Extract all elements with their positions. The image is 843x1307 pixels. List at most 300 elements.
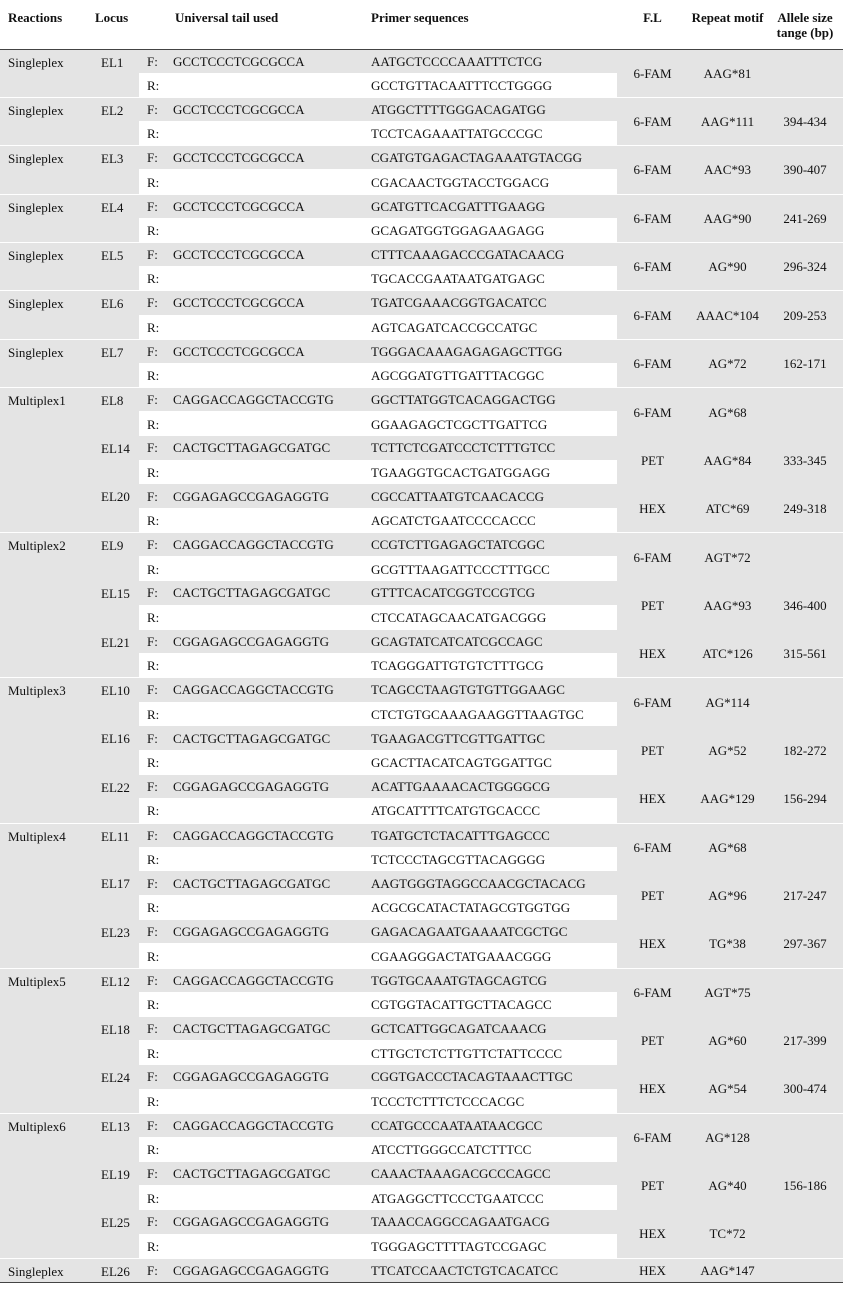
tail-cell-empty [167, 509, 367, 533]
motif-cell: AAG*93 [688, 581, 767, 629]
strand-label-r: R: [139, 460, 167, 484]
fl-cell: HEX [617, 775, 688, 823]
tail-cell: CAGGACCAGGCTACCGTG [167, 1113, 367, 1137]
tail-cell: CGGAGAGCCGAGAGGTG [167, 1065, 367, 1089]
fl-cell: PET [617, 1162, 688, 1210]
strand-label-f: F: [139, 484, 167, 508]
fl-cell: 6-FAM [617, 533, 688, 581]
forward-primer: GTTTCACATCGGTCCGTCG [367, 581, 617, 605]
strand-label-f: F: [139, 1065, 167, 1089]
strand-label-r: R: [139, 1089, 167, 1113]
strand-label-f: F: [139, 968, 167, 992]
table-row [0, 49, 843, 73]
tail-cell-empty [167, 992, 367, 1016]
locus-cell: EL13 [87, 1113, 139, 1161]
fl-cell: HEX [617, 920, 688, 968]
table-row [0, 1065, 843, 1089]
motif-cell: AAAC*104 [688, 291, 767, 339]
forward-primer: GCTCATTGGCAGATCAAACG [367, 1017, 617, 1041]
locus-cell: EL10 [87, 678, 139, 726]
table-row [0, 339, 843, 363]
fl-cell: PET [617, 436, 688, 484]
size-cell: 315-561 [767, 630, 843, 678]
size-cell [767, 1113, 843, 1161]
size-cell: 249-318 [767, 484, 843, 532]
strand-label-f: F: [139, 97, 167, 121]
reverse-primer: GCAGATGGTGGAGAAGAGG [367, 218, 617, 242]
tail-cell-empty [167, 1089, 367, 1113]
fl-cell: 6-FAM [617, 388, 688, 436]
tail-cell-empty [167, 896, 367, 920]
fl-cell: 6-FAM [617, 97, 688, 145]
size-cell: 156-294 [767, 775, 843, 823]
reaction-cell: Singleplex [0, 243, 87, 291]
size-cell [767, 1258, 843, 1282]
tail-cell: GCCTCCCTCGCGCCA [167, 97, 367, 121]
motif-cell: AAG*90 [688, 194, 767, 242]
reverse-primer: AGCATCTGAATCCCCACCC [367, 509, 617, 533]
tail-cell: GCCTCCCTCGCGCCA [167, 291, 367, 315]
strand-label-r: R: [139, 992, 167, 1016]
fl-cell: 6-FAM [617, 678, 688, 726]
strand-label-f: F: [139, 823, 167, 847]
reverse-primer: TGCACCGAATAATGATGAGC [367, 267, 617, 291]
tail-cell: CGGAGAGCCGAGAGGTG [167, 775, 367, 799]
table-row [0, 1210, 843, 1234]
table-row [0, 388, 843, 412]
forward-primer: CTTTCAAAGACCCGATACAACG [367, 243, 617, 267]
table-row [0, 1113, 843, 1137]
locus-cell: EL2 [87, 97, 139, 145]
strand-label-f: F: [139, 146, 167, 170]
header-size: Allele size tange (bp) [767, 0, 843, 49]
forward-primer: GGCTTATGGTCACAGGACTGG [367, 388, 617, 412]
strand-label-f: F: [139, 49, 167, 73]
reverse-primer: GGAAGAGCTCGCTTGATTCG [367, 412, 617, 436]
fl-cell: HEX [617, 484, 688, 532]
strand-label-f: F: [139, 1258, 167, 1282]
strand-label-r: R: [139, 847, 167, 871]
tail-cell: CACTGCTTAGAGCGATGC [167, 1017, 367, 1041]
forward-primer: TCAGCCTAAGTGTGTTGGAAGC [367, 678, 617, 702]
locus-cell: EL25 [87, 1210, 139, 1258]
forward-primer: CAAACTAAAGACGCCCAGCC [367, 1162, 617, 1186]
table-row [0, 1258, 843, 1282]
strand-label-r: R: [139, 363, 167, 387]
reverse-primer: AGCGGATGTTGATTTACGGC [367, 363, 617, 387]
reaction-cell: Singleplex [0, 291, 87, 339]
size-cell: 394-434 [767, 97, 843, 145]
locus-cell: EL15 [87, 581, 139, 629]
tail-cell: CACTGCTTAGAGCGATGC [167, 436, 367, 460]
fl-cell: 6-FAM [617, 49, 688, 97]
size-cell: 162-171 [767, 339, 843, 387]
strand-label-f: F: [139, 339, 167, 363]
size-cell [767, 49, 843, 97]
reaction-cell: Multiplex2 [0, 533, 87, 678]
forward-primer: CCATGCCCAATAATAACGCC [367, 1113, 617, 1137]
forward-primer: ACATTGAAAACACTGGGGCG [367, 775, 617, 799]
strand-label-f: F: [139, 630, 167, 654]
strand-label-f: F: [139, 291, 167, 315]
motif-cell: AG*60 [688, 1017, 767, 1065]
locus-cell: EL7 [87, 339, 139, 387]
locus-cell: EL17 [87, 871, 139, 919]
tail-cell: CGGAGAGCCGAGAGGTG [167, 630, 367, 654]
tail-cell: GCCTCCCTCGCGCCA [167, 194, 367, 218]
table-row [0, 775, 843, 799]
strand-label-f: F: [139, 1210, 167, 1234]
size-cell: 333-345 [767, 436, 843, 484]
motif-cell: AG*54 [688, 1065, 767, 1113]
strand-label-r: R: [139, 267, 167, 291]
strand-label-r: R: [139, 605, 167, 629]
motif-cell: AAG*84 [688, 436, 767, 484]
forward-primer: TCTTCTCGATCCCTCTTTGTCC [367, 436, 617, 460]
tail-cell-empty [167, 267, 367, 291]
tail-cell-empty [167, 1234, 367, 1258]
table-row [0, 726, 843, 750]
tail-cell: GCCTCCCTCGCGCCA [167, 146, 367, 170]
locus-cell: EL11 [87, 823, 139, 871]
size-cell [767, 1210, 843, 1258]
size-cell: 156-186 [767, 1162, 843, 1210]
tail-cell: CACTGCTTAGAGCGATGC [167, 581, 367, 605]
locus-cell: EL20 [87, 484, 139, 532]
reverse-primer: CTCTGTGCAAAGAAGGTTAAGTGC [367, 702, 617, 726]
size-cell [767, 823, 843, 871]
reverse-primer: TGAAGGTGCACTGATGGAGG [367, 460, 617, 484]
reaction-cell: Multiplex3 [0, 678, 87, 823]
header-fl: F.L [617, 0, 688, 49]
tail-cell: CACTGCTTAGAGCGATGC [167, 871, 367, 895]
table-row [0, 533, 843, 557]
fl-cell: 6-FAM [617, 1113, 688, 1161]
strand-label-r: R: [139, 944, 167, 968]
reverse-primer: CGACAACTGGTACCTGGACG [367, 170, 617, 194]
table-row [0, 436, 843, 460]
tail-cell: CGGAGAGCCGAGAGGTG [167, 920, 367, 944]
tail-cell-empty [167, 654, 367, 678]
reverse-primer: ATCCTTGGGCCATCTTTCC [367, 1137, 617, 1161]
motif-cell: AGT*72 [688, 533, 767, 581]
strand-label-r: R: [139, 412, 167, 436]
locus-cell: EL9 [87, 533, 139, 581]
locus-cell: EL18 [87, 1017, 139, 1065]
tail-cell-empty [167, 702, 367, 726]
tail-cell-empty [167, 460, 367, 484]
fl-cell: 6-FAM [617, 194, 688, 242]
table-row [0, 968, 843, 992]
size-cell: 300-474 [767, 1065, 843, 1113]
locus-cell: EL16 [87, 726, 139, 774]
strand-label-f: F: [139, 678, 167, 702]
locus-cell: EL24 [87, 1065, 139, 1113]
locus-cell: EL26 [87, 1258, 139, 1282]
size-cell: 217-399 [767, 1017, 843, 1065]
motif-cell: AAG*147 [688, 1258, 767, 1282]
forward-primer: TAAACCAGGCCAGAATGACG [367, 1210, 617, 1234]
fl-cell: PET [617, 726, 688, 774]
forward-primer: GAGACAGAATGAAAATCGCTGC [367, 920, 617, 944]
strand-label-f: F: [139, 581, 167, 605]
size-cell: 297-367 [767, 920, 843, 968]
header-locus: Locus [87, 0, 139, 49]
fl-cell: 6-FAM [617, 968, 688, 1016]
motif-cell: AG*40 [688, 1162, 767, 1210]
strand-label-r: R: [139, 1234, 167, 1258]
strand-label-f: F: [139, 1017, 167, 1041]
strand-label-r: R: [139, 896, 167, 920]
header-primer: Primer sequences [367, 0, 617, 49]
locus-cell: EL21 [87, 630, 139, 678]
reverse-primer: CTTGCTCTCTTGTTCTATTCCCC [367, 1041, 617, 1065]
reaction-cell: Singleplex [0, 97, 87, 145]
forward-primer: TGGGACAAAGAGAGAGCTTGG [367, 339, 617, 363]
strand-label-f: F: [139, 194, 167, 218]
motif-cell: AG*68 [688, 823, 767, 871]
forward-primer: GCAGTATCATCATCGCCAGC [367, 630, 617, 654]
reverse-primer: ATGCATTTTCATGTGCACCC [367, 799, 617, 823]
motif-cell: ATC*69 [688, 484, 767, 532]
strand-label-r: R: [139, 1041, 167, 1065]
size-cell: 241-269 [767, 194, 843, 242]
locus-cell: EL12 [87, 968, 139, 1016]
reverse-primer: TGGGAGCTTTTAGTCCGAGC [367, 1234, 617, 1258]
fl-cell: HEX [617, 1065, 688, 1113]
forward-primer: TGATGCTCTACATTTGAGCCC [367, 823, 617, 847]
locus-cell: EL23 [87, 920, 139, 968]
reaction-cell: Singleplex [0, 194, 87, 242]
motif-cell: AG*72 [688, 339, 767, 387]
forward-primer: AAGTGGGTAGGCCAACGCTACACG [367, 871, 617, 895]
tail-cell-empty [167, 557, 367, 581]
reaction-cell: Singleplex [0, 49, 87, 97]
table-row [0, 871, 843, 895]
forward-primer: TGATCGAAACGGTGACATCC [367, 291, 617, 315]
strand-label-r: R: [139, 799, 167, 823]
tail-cell: CACTGCTTAGAGCGATGC [167, 726, 367, 750]
forward-primer: AATGCTCCCCAAATTTCTCG [367, 49, 617, 73]
size-cell: 217-247 [767, 871, 843, 919]
fl-cell: PET [617, 871, 688, 919]
tail-cell-empty [167, 73, 367, 97]
size-cell: 390-407 [767, 146, 843, 194]
table-row [0, 291, 843, 315]
strand-label-r: R: [139, 1186, 167, 1210]
tail-cell: GCCTCCCTCGCGCCA [167, 49, 367, 73]
motif-cell: AAG*111 [688, 97, 767, 145]
tail-cell: CAGGACCAGGCTACCGTG [167, 823, 367, 847]
locus-cell: EL5 [87, 243, 139, 291]
fl-cell: HEX [617, 1210, 688, 1258]
size-cell [767, 533, 843, 581]
reaction-cell: Multiplex1 [0, 388, 87, 533]
table-row [0, 194, 843, 218]
table-row [0, 97, 843, 121]
size-cell [767, 968, 843, 1016]
strand-label-r: R: [139, 702, 167, 726]
tail-cell-empty [167, 1041, 367, 1065]
forward-primer: TGGTGCAAATGTAGCAGTCG [367, 968, 617, 992]
size-cell: 296-324 [767, 243, 843, 291]
locus-cell: EL1 [87, 49, 139, 97]
reverse-primer: TCCCTCTTTCTCCCACGC [367, 1089, 617, 1113]
reaction-cell: Multiplex5 [0, 968, 87, 1113]
forward-primer: CCGTCTTGAGAGCTATCGGC [367, 533, 617, 557]
motif-cell: ATC*126 [688, 630, 767, 678]
reverse-primer: ATGAGGCTTCCCTGAATCCC [367, 1186, 617, 1210]
forward-primer: TTCATCCAACTCTGTCACATCC [367, 1258, 617, 1282]
tail-cell-empty [167, 1186, 367, 1210]
strand-label-r: R: [139, 654, 167, 678]
locus-cell: EL3 [87, 146, 139, 194]
strand-label-r: R: [139, 73, 167, 97]
strand-label-r: R: [139, 315, 167, 339]
reaction-cell: Singleplex [0, 339, 87, 387]
strand-label-r: R: [139, 218, 167, 242]
motif-cell: AG*68 [688, 388, 767, 436]
tail-cell-empty [167, 799, 367, 823]
fl-cell: 6-FAM [617, 146, 688, 194]
strand-label-f: F: [139, 726, 167, 750]
motif-cell: AAG*81 [688, 49, 767, 97]
locus-cell: EL14 [87, 436, 139, 484]
reverse-primer: GCACTTACATCAGTGGATTGC [367, 750, 617, 774]
header-row [0, 0, 843, 49]
motif-cell: AAG*129 [688, 775, 767, 823]
tail-cell-empty [167, 122, 367, 146]
table-row [0, 146, 843, 170]
motif-cell: AG*90 [688, 243, 767, 291]
strand-label-r: R: [139, 122, 167, 146]
size-cell [767, 678, 843, 726]
reaction-cell: Multiplex6 [0, 1113, 87, 1258]
reverse-primer: TCAGGGATTGTGTCTTTGCG [367, 654, 617, 678]
forward-primer: GCATGTTCACGATTTGAAGG [367, 194, 617, 218]
tail-cell-empty [167, 363, 367, 387]
table-row [0, 581, 843, 605]
strand-label-f: F: [139, 1162, 167, 1186]
table-row [0, 243, 843, 267]
table-body [0, 49, 843, 1283]
locus-cell: EL8 [87, 388, 139, 436]
fl-cell: PET [617, 1017, 688, 1065]
tail-cell: CGGAGAGCCGAGAGGTG [167, 484, 367, 508]
size-cell: 346-400 [767, 581, 843, 629]
forward-primer: CGCCATTAATGTCAACACCG [367, 484, 617, 508]
forward-primer: CGATGTGAGACTAGAAATGTACGG [367, 146, 617, 170]
reverse-primer: TCCTCAGAAATTATGCCCGC [367, 122, 617, 146]
strand-label-f: F: [139, 920, 167, 944]
strand-label-r: R: [139, 1137, 167, 1161]
strand-label-f: F: [139, 871, 167, 895]
strand-label-f: F: [139, 775, 167, 799]
reverse-primer: CGAAGGGACTATGAAACGGG [367, 944, 617, 968]
table-row [0, 823, 843, 847]
strand-label-f: F: [139, 533, 167, 557]
strand-label-f: F: [139, 1113, 167, 1137]
motif-cell: TC*72 [688, 1210, 767, 1258]
tail-cell: CACTGCTTAGAGCGATGC [167, 1162, 367, 1186]
reverse-primer: ACGCGCATACTATAGCGTGGTGG [367, 896, 617, 920]
fl-cell: HEX [617, 630, 688, 678]
motif-cell: AG*114 [688, 678, 767, 726]
reverse-primer: CGTGGTACATTGCTTACAGCC [367, 992, 617, 1016]
tail-cell-empty [167, 750, 367, 774]
strand-label-r: R: [139, 509, 167, 533]
locus-cell: EL19 [87, 1162, 139, 1210]
motif-cell: TG*38 [688, 920, 767, 968]
motif-cell: AGT*75 [688, 968, 767, 1016]
forward-primer: CGGTGACCCTACAGTAAACTTGC [367, 1065, 617, 1089]
reverse-primer: CTCCATAGCAACATGACGGG [367, 605, 617, 629]
table-row [0, 1017, 843, 1041]
motif-cell: AG*96 [688, 871, 767, 919]
tail-cell-empty [167, 605, 367, 629]
tail-cell: CGGAGAGCCGAGAGGTG [167, 1258, 367, 1282]
tail-cell: CAGGACCAGGCTACCGTG [167, 533, 367, 557]
strand-label-f: F: [139, 243, 167, 267]
locus-cell: EL6 [87, 291, 139, 339]
tail-cell-empty [167, 170, 367, 194]
tail-cell: CGGAGAGCCGAGAGGTG [167, 1210, 367, 1234]
reverse-primer: GCGTTTAAGATTCCCTTTGCC [367, 557, 617, 581]
strand-label-r: R: [139, 750, 167, 774]
reaction-cell: Singleplex [0, 146, 87, 194]
tail-cell: GCCTCCCTCGCGCCA [167, 243, 367, 267]
fl-cell: 6-FAM [617, 243, 688, 291]
header-reactions: Reactions [0, 0, 87, 49]
size-cell: 182-272 [767, 726, 843, 774]
tail-cell: CAGGACCAGGCTACCGTG [167, 678, 367, 702]
tail-cell-empty [167, 1137, 367, 1161]
motif-cell: AG*52 [688, 726, 767, 774]
strand-label-f: F: [139, 388, 167, 412]
reverse-primer: AGTCAGATCACCGCCATGC [367, 315, 617, 339]
locus-cell: EL22 [87, 775, 139, 823]
strand-label-r: R: [139, 557, 167, 581]
tail-cell: CAGGACCAGGCTACCGTG [167, 388, 367, 412]
table-row [0, 678, 843, 702]
tail-cell: GCCTCCCTCGCGCCA [167, 339, 367, 363]
fl-cell: 6-FAM [617, 339, 688, 387]
tail-cell: CAGGACCAGGCTACCGTG [167, 968, 367, 992]
tail-cell-empty [167, 315, 367, 339]
forward-primer: ATGGCTTTTGGGACAGATGG [367, 97, 617, 121]
tail-cell-empty [167, 847, 367, 871]
motif-cell: AAC*93 [688, 146, 767, 194]
table-row [0, 484, 843, 508]
table-row [0, 920, 843, 944]
table-row [0, 1162, 843, 1186]
forward-primer: TGAAGACGTTCGTTGATTGC [367, 726, 617, 750]
locus-cell: EL4 [87, 194, 139, 242]
size-cell [767, 388, 843, 436]
fl-cell: PET [617, 581, 688, 629]
reverse-primer: GCCTGTTACAATTTCCTGGGG [367, 73, 617, 97]
tail-cell-empty [167, 412, 367, 436]
tail-cell-empty [167, 218, 367, 242]
fl-cell: HEX [617, 1258, 688, 1282]
fl-cell: 6-FAM [617, 823, 688, 871]
header-tail: Universal tail used [139, 0, 367, 49]
table-row [0, 630, 843, 654]
fl-cell: 6-FAM [617, 291, 688, 339]
reverse-primer: TCTCCCTAGCGTTACAGGGG [367, 847, 617, 871]
motif-cell: AG*128 [688, 1113, 767, 1161]
tail-cell-empty [167, 944, 367, 968]
